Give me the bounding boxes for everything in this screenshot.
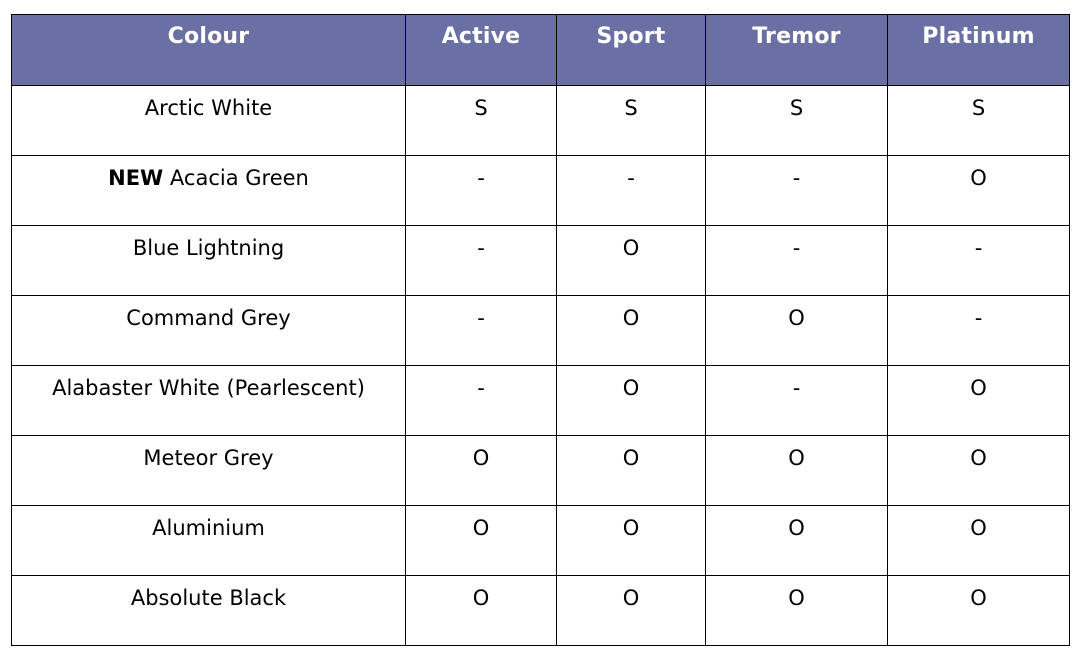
header-row [12, 15, 1070, 86]
colour-name-cell [12, 436, 406, 506]
table-row [12, 366, 1070, 436]
header-sport: Sport [557, 15, 706, 86]
tremor-cell: - [706, 226, 888, 296]
header-platinum: Platinum [888, 15, 1070, 86]
table-row [12, 86, 1070, 156]
colour-name-cell [12, 226, 406, 296]
tremor-cell: S [706, 86, 888, 156]
colour-name-cell [12, 576, 406, 646]
active-cell: - [406, 366, 557, 436]
active-cell: O [406, 576, 557, 646]
colour-name: Command Grey [126, 306, 291, 330]
sport-cell: O [557, 296, 706, 366]
table-row [12, 436, 1070, 506]
colour-name: Blue Lightning [132, 236, 285, 260]
sport-cell: O [557, 226, 706, 296]
tremor-cell: O [706, 506, 888, 576]
colour-name: Acacia Green [169, 166, 309, 190]
table-row [12, 506, 1070, 576]
tremor-cell: - [706, 156, 888, 226]
active-cell: - [406, 296, 557, 366]
header-colour: Colour [12, 15, 406, 86]
platinum-cell: O [888, 576, 1070, 646]
sport-cell: O [557, 506, 706, 576]
sport-cell: - [557, 156, 706, 226]
tremor-cell: O [706, 576, 888, 646]
table-row [12, 296, 1070, 366]
colour-availability-table [11, 14, 1070, 646]
colour-name-cell [12, 296, 406, 366]
platinum-cell: O [888, 506, 1070, 576]
colour-name: Arctic White [144, 96, 273, 120]
sport-cell: O [557, 576, 706, 646]
sport-cell: O [557, 436, 706, 506]
colour-name-cell [12, 156, 406, 226]
active-cell: S [406, 86, 557, 156]
colour-name: Alabaster White (Pearlescent) [52, 376, 365, 400]
platinum-cell: S [888, 86, 1070, 156]
colour-name-cell [12, 506, 406, 576]
table-body [12, 86, 1070, 646]
active-cell: - [406, 156, 557, 226]
sport-cell: S [557, 86, 706, 156]
sport-cell: O [557, 366, 706, 436]
table-row [12, 156, 1070, 226]
platinum-cell: - [888, 296, 1070, 366]
active-cell: O [406, 436, 557, 506]
colour-name: Absolute Black [130, 586, 287, 610]
table-row [12, 226, 1070, 296]
header-tremor: Tremor [706, 15, 888, 86]
platinum-cell: - [888, 226, 1070, 296]
table-row [12, 576, 1070, 646]
tremor-cell: O [706, 436, 888, 506]
platinum-cell: O [888, 436, 1070, 506]
platinum-cell: O [888, 366, 1070, 436]
colour-name-cell [12, 86, 406, 156]
colour-name: Aluminium [152, 516, 265, 540]
header-active: Active [406, 15, 557, 86]
new-badge: NEW [108, 166, 164, 190]
tremor-cell: - [706, 366, 888, 436]
table-header [12, 15, 1070, 86]
active-cell: O [406, 506, 557, 576]
tremor-cell: O [706, 296, 888, 366]
colour-name-cell [12, 366, 406, 436]
platinum-cell: O [888, 156, 1070, 226]
active-cell: - [406, 226, 557, 296]
colour-name: Meteor Grey [143, 446, 274, 470]
